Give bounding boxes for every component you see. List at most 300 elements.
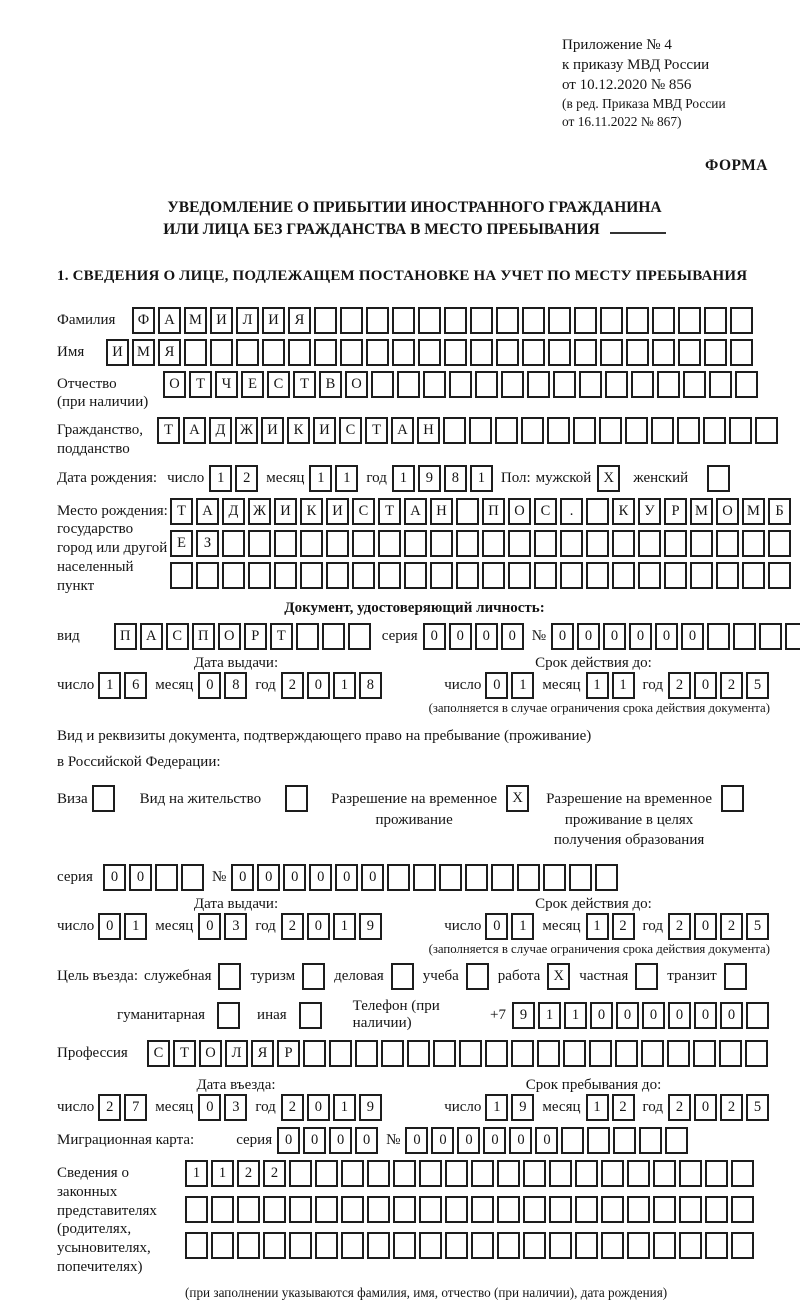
char-box[interactable]: 0 — [642, 1002, 665, 1029]
char-box[interactable] — [612, 562, 635, 589]
char-box[interactable]: 0 — [405, 1127, 428, 1154]
char-box[interactable]: М — [690, 498, 713, 525]
char-box[interactable] — [549, 1232, 572, 1259]
char-box[interactable]: 0 — [277, 1127, 300, 1154]
char-box[interactable] — [549, 1160, 572, 1187]
char-box[interactable] — [211, 1196, 234, 1223]
char-box[interactable] — [471, 1196, 494, 1223]
char-box[interactable]: 0 — [668, 1002, 691, 1029]
char-box[interactable] — [543, 864, 566, 891]
char-box[interactable]: 0 — [303, 1127, 326, 1154]
char-box[interactable] — [393, 1232, 416, 1259]
char-box[interactable] — [768, 562, 791, 589]
char-box[interactable] — [315, 1160, 338, 1187]
char-box[interactable] — [679, 1232, 702, 1259]
char-box[interactable] — [731, 1160, 754, 1187]
char-box[interactable]: 2 — [237, 1160, 260, 1187]
char-box[interactable]: К — [287, 417, 310, 444]
char-box[interactable] — [185, 1196, 208, 1223]
char-box[interactable] — [300, 562, 323, 589]
purpose-other-checkbox[interactable] — [299, 1002, 322, 1029]
char-box[interactable]: Я — [158, 339, 181, 366]
char-box[interactable] — [465, 864, 488, 891]
char-box[interactable] — [653, 1160, 676, 1187]
char-box[interactable] — [366, 339, 389, 366]
char-box[interactable] — [501, 371, 524, 398]
purpose-business-checkbox[interactable] — [391, 963, 414, 990]
char-box[interactable] — [626, 307, 649, 334]
char-box[interactable] — [397, 371, 420, 398]
char-box[interactable]: 2 — [720, 1094, 743, 1121]
char-box[interactable]: А — [391, 417, 414, 444]
char-box[interactable] — [730, 339, 753, 366]
char-box[interactable]: М — [132, 339, 155, 366]
char-box[interactable] — [470, 339, 493, 366]
char-box[interactable]: С — [166, 623, 189, 650]
char-box[interactable]: 0 — [307, 913, 330, 940]
char-box[interactable]: Ф — [132, 307, 155, 334]
char-box[interactable]: Т — [293, 371, 316, 398]
char-box[interactable] — [678, 339, 701, 366]
char-box[interactable]: С — [534, 498, 557, 525]
char-box[interactable]: Т — [189, 371, 212, 398]
char-box[interactable]: И — [261, 417, 284, 444]
char-box[interactable] — [296, 623, 319, 650]
char-box[interactable] — [340, 339, 363, 366]
visa-checkbox[interactable] — [92, 785, 115, 812]
char-box[interactable] — [508, 530, 531, 557]
char-box[interactable]: 0 — [483, 1127, 506, 1154]
char-box[interactable] — [289, 1160, 312, 1187]
char-box[interactable] — [497, 1232, 520, 1259]
char-box[interactable] — [404, 530, 427, 557]
char-box[interactable] — [599, 417, 622, 444]
char-box[interactable] — [678, 307, 701, 334]
char-box[interactable] — [548, 307, 571, 334]
char-box[interactable] — [366, 307, 389, 334]
char-box[interactable]: О — [508, 498, 531, 525]
char-box[interactable] — [444, 339, 467, 366]
char-box[interactable]: 9 — [511, 1094, 534, 1121]
char-box[interactable] — [418, 339, 441, 366]
char-box[interactable]: В — [319, 371, 342, 398]
char-box[interactable] — [496, 339, 519, 366]
char-box[interactable]: М — [184, 307, 207, 334]
char-box[interactable] — [638, 562, 661, 589]
char-box[interactable]: 0 — [694, 672, 717, 699]
char-box[interactable] — [443, 417, 466, 444]
char-box[interactable]: 0 — [198, 672, 221, 699]
char-box[interactable]: 9 — [359, 913, 382, 940]
char-box[interactable] — [693, 1040, 716, 1067]
char-box[interactable] — [569, 864, 592, 891]
char-box[interactable] — [612, 530, 635, 557]
char-box[interactable]: 0 — [590, 1002, 613, 1029]
char-box[interactable] — [248, 530, 271, 557]
char-box[interactable] — [745, 1040, 768, 1067]
char-box[interactable]: 2 — [263, 1160, 286, 1187]
char-box[interactable] — [314, 307, 337, 334]
char-box[interactable]: 1 — [586, 913, 609, 940]
char-box[interactable] — [560, 530, 583, 557]
temp-permit-checkbox[interactable]: X — [506, 785, 529, 812]
char-box[interactable]: 8 — [359, 672, 382, 699]
char-box[interactable] — [445, 1160, 468, 1187]
char-box[interactable] — [613, 1127, 636, 1154]
char-box[interactable]: М — [742, 498, 765, 525]
char-box[interactable] — [497, 1196, 520, 1223]
char-box[interactable] — [641, 1040, 664, 1067]
char-box[interactable] — [314, 339, 337, 366]
purpose-humanitarian-checkbox[interactable] — [217, 1002, 240, 1029]
char-box[interactable]: 0 — [307, 672, 330, 699]
char-box[interactable] — [496, 307, 519, 334]
char-box[interactable] — [709, 371, 732, 398]
char-box[interactable]: Б — [768, 498, 791, 525]
char-box[interactable] — [263, 1232, 286, 1259]
char-box[interactable] — [574, 339, 597, 366]
char-box[interactable] — [561, 1127, 584, 1154]
char-box[interactable]: 3 — [224, 1094, 247, 1121]
char-box[interactable]: 0 — [198, 1094, 221, 1121]
char-box[interactable]: 1 — [564, 1002, 587, 1029]
char-box[interactable] — [322, 623, 345, 650]
char-box[interactable]: 0 — [198, 913, 221, 940]
char-box[interactable]: 0 — [535, 1127, 558, 1154]
char-box[interactable] — [236, 339, 259, 366]
char-box[interactable] — [605, 371, 628, 398]
char-box[interactable] — [419, 1232, 442, 1259]
char-box[interactable] — [329, 1040, 352, 1067]
char-box[interactable] — [367, 1196, 390, 1223]
char-box[interactable]: Т — [270, 623, 293, 650]
char-box[interactable] — [393, 1160, 416, 1187]
char-box[interactable]: С — [147, 1040, 170, 1067]
char-box[interactable]: 0 — [335, 864, 358, 891]
char-box[interactable]: И — [313, 417, 336, 444]
char-box[interactable] — [735, 371, 758, 398]
char-box[interactable]: 0 — [98, 913, 121, 940]
char-box[interactable] — [657, 371, 680, 398]
char-box[interactable]: П — [192, 623, 215, 650]
char-box[interactable] — [716, 530, 739, 557]
char-box[interactable] — [625, 417, 648, 444]
char-box[interactable] — [185, 1232, 208, 1259]
char-box[interactable]: 0 — [355, 1127, 378, 1154]
purpose-private-checkbox[interactable] — [635, 963, 658, 990]
char-box[interactable]: А — [158, 307, 181, 334]
char-box[interactable] — [445, 1232, 468, 1259]
char-box[interactable] — [485, 1040, 508, 1067]
char-box[interactable]: А — [196, 498, 219, 525]
char-box[interactable]: Т — [378, 498, 401, 525]
char-box[interactable] — [430, 562, 453, 589]
char-box[interactable] — [731, 1232, 754, 1259]
char-box[interactable] — [652, 307, 675, 334]
char-box[interactable]: 1 — [124, 913, 147, 940]
char-box[interactable]: 0 — [509, 1127, 532, 1154]
char-box[interactable] — [547, 417, 570, 444]
char-box[interactable]: С — [352, 498, 375, 525]
char-box[interactable] — [404, 562, 427, 589]
char-box[interactable]: 0 — [329, 1127, 352, 1154]
char-box[interactable]: 0 — [361, 864, 384, 891]
char-box[interactable]: 1 — [185, 1160, 208, 1187]
char-box[interactable] — [553, 371, 576, 398]
char-box[interactable] — [653, 1196, 676, 1223]
char-box[interactable] — [274, 562, 297, 589]
char-box[interactable] — [326, 562, 349, 589]
char-box[interactable] — [315, 1196, 338, 1223]
char-box[interactable] — [475, 371, 498, 398]
char-box[interactable]: Т — [365, 417, 388, 444]
char-box[interactable] — [652, 339, 675, 366]
char-box[interactable] — [651, 417, 674, 444]
char-box[interactable]: Е — [241, 371, 264, 398]
char-box[interactable]: 5 — [746, 1094, 769, 1121]
char-box[interactable]: 0 — [423, 623, 446, 650]
char-box[interactable]: 0 — [551, 623, 574, 650]
char-box[interactable] — [586, 530, 609, 557]
char-box[interactable] — [534, 562, 557, 589]
char-box[interactable] — [419, 1196, 442, 1223]
char-box[interactable]: 0 — [231, 864, 254, 891]
char-box[interactable] — [413, 864, 436, 891]
char-box[interactable]: 2 — [612, 1094, 635, 1121]
char-box[interactable] — [170, 562, 193, 589]
char-box[interactable] — [595, 864, 618, 891]
char-box[interactable] — [341, 1232, 364, 1259]
char-box[interactable] — [371, 371, 394, 398]
char-box[interactable] — [181, 864, 204, 891]
char-box[interactable] — [575, 1160, 598, 1187]
char-box[interactable]: Д — [222, 498, 245, 525]
char-box[interactable] — [393, 1196, 416, 1223]
char-box[interactable]: 0 — [307, 1094, 330, 1121]
char-box[interactable] — [759, 623, 782, 650]
char-box[interactable]: 9 — [512, 1002, 535, 1029]
char-box[interactable]: Т — [157, 417, 180, 444]
char-box[interactable] — [690, 562, 713, 589]
char-box[interactable] — [289, 1196, 312, 1223]
char-box[interactable] — [523, 1232, 546, 1259]
char-box[interactable]: З — [196, 530, 219, 557]
char-box[interactable]: Р — [244, 623, 267, 650]
char-box[interactable] — [392, 339, 415, 366]
char-box[interactable] — [222, 562, 245, 589]
char-box[interactable] — [679, 1160, 702, 1187]
char-box[interactable] — [456, 530, 479, 557]
char-box[interactable]: П — [482, 498, 505, 525]
char-box[interactable]: С — [267, 371, 290, 398]
char-box[interactable]: 0 — [283, 864, 306, 891]
char-box[interactable] — [196, 562, 219, 589]
char-box[interactable]: О — [218, 623, 241, 650]
char-box[interactable]: 1 — [612, 672, 635, 699]
char-box[interactable] — [378, 562, 401, 589]
char-box[interactable] — [730, 307, 753, 334]
char-box[interactable] — [444, 307, 467, 334]
char-box[interactable]: 0 — [616, 1002, 639, 1029]
char-box[interactable] — [155, 864, 178, 891]
char-box[interactable]: 1 — [98, 672, 121, 699]
char-box[interactable]: 2 — [281, 1094, 304, 1121]
char-box[interactable] — [326, 530, 349, 557]
purpose-work-checkbox[interactable]: X — [547, 963, 570, 990]
char-box[interactable] — [653, 1232, 676, 1259]
char-box[interactable]: 1 — [392, 465, 415, 492]
char-box[interactable]: С — [339, 417, 362, 444]
char-box[interactable]: 0 — [694, 913, 717, 940]
char-box[interactable] — [549, 1196, 572, 1223]
char-box[interactable]: 1 — [538, 1002, 561, 1029]
char-box[interactable]: 1 — [470, 465, 493, 492]
char-box[interactable] — [631, 371, 654, 398]
char-box[interactable]: 2 — [281, 672, 304, 699]
char-box[interactable] — [664, 562, 687, 589]
char-box[interactable]: 0 — [103, 864, 126, 891]
char-box[interactable] — [704, 307, 727, 334]
char-box[interactable]: Ч — [215, 371, 238, 398]
char-box[interactable]: 2 — [235, 465, 258, 492]
char-box[interactable] — [768, 530, 791, 557]
char-box[interactable] — [742, 530, 765, 557]
char-box[interactable]: 9 — [359, 1094, 382, 1121]
char-box[interactable] — [534, 530, 557, 557]
char-box[interactable]: 0 — [129, 864, 152, 891]
char-box[interactable] — [237, 1232, 260, 1259]
char-box[interactable] — [703, 417, 726, 444]
char-box[interactable]: Я — [288, 307, 311, 334]
char-box[interactable]: 8 — [444, 465, 467, 492]
char-box[interactable]: 1 — [335, 465, 358, 492]
char-box[interactable]: П — [114, 623, 137, 650]
char-box[interactable]: О — [163, 371, 186, 398]
char-box[interactable] — [705, 1196, 728, 1223]
char-box[interactable]: 2 — [281, 913, 304, 940]
char-box[interactable]: 0 — [720, 1002, 743, 1029]
char-box[interactable]: Т — [173, 1040, 196, 1067]
char-box[interactable]: О — [345, 371, 368, 398]
char-box[interactable]: И — [106, 339, 129, 366]
char-box[interactable] — [471, 1160, 494, 1187]
char-box[interactable]: 0 — [257, 864, 280, 891]
char-box[interactable] — [667, 1040, 690, 1067]
char-box[interactable] — [755, 417, 778, 444]
char-box[interactable] — [482, 530, 505, 557]
char-box[interactable]: 0 — [577, 623, 600, 650]
residence-permit-checkbox[interactable] — [285, 785, 308, 812]
char-box[interactable] — [704, 339, 727, 366]
char-box[interactable]: 6 — [124, 672, 147, 699]
char-box[interactable]: 0 — [655, 623, 678, 650]
char-box[interactable] — [445, 1196, 468, 1223]
char-box[interactable]: 9 — [418, 465, 441, 492]
char-box[interactable] — [449, 371, 472, 398]
char-box[interactable] — [237, 1196, 260, 1223]
char-box[interactable] — [705, 1160, 728, 1187]
char-box[interactable] — [470, 307, 493, 334]
char-box[interactable]: 1 — [511, 672, 534, 699]
char-box[interactable]: 5 — [746, 913, 769, 940]
char-box[interactable] — [527, 371, 550, 398]
char-box[interactable] — [683, 371, 706, 398]
char-box[interactable] — [210, 339, 233, 366]
char-box[interactable] — [600, 307, 623, 334]
char-box[interactable]: 1 — [586, 672, 609, 699]
char-box[interactable] — [677, 417, 700, 444]
char-box[interactable]: Л — [225, 1040, 248, 1067]
char-box[interactable] — [517, 864, 540, 891]
char-box[interactable]: О — [199, 1040, 222, 1067]
char-box[interactable] — [639, 1127, 662, 1154]
female-checkbox[interactable] — [707, 465, 730, 492]
char-box[interactable]: 1 — [333, 913, 356, 940]
char-box[interactable]: У — [638, 498, 661, 525]
char-box[interactable] — [289, 1232, 312, 1259]
edu-permit-checkbox[interactable] — [721, 785, 744, 812]
char-box[interactable] — [248, 562, 271, 589]
char-box[interactable] — [575, 1232, 598, 1259]
char-box[interactable] — [511, 1040, 534, 1067]
char-box[interactable] — [407, 1040, 430, 1067]
char-box[interactable] — [459, 1040, 482, 1067]
char-box[interactable] — [497, 1160, 520, 1187]
char-box[interactable]: 2 — [668, 1094, 691, 1121]
char-box[interactable] — [392, 307, 415, 334]
char-box[interactable] — [742, 562, 765, 589]
char-box[interactable]: Ж — [248, 498, 271, 525]
char-box[interactable] — [433, 1040, 456, 1067]
char-box[interactable]: 1 — [333, 672, 356, 699]
male-checkbox[interactable]: X — [597, 465, 620, 492]
char-box[interactable]: А — [404, 498, 427, 525]
char-box[interactable] — [638, 530, 661, 557]
char-box[interactable] — [419, 1160, 442, 1187]
char-box[interactable]: Н — [417, 417, 440, 444]
char-box[interactable] — [491, 864, 514, 891]
char-box[interactable]: К — [300, 498, 323, 525]
char-box[interactable] — [785, 623, 800, 650]
char-box[interactable] — [456, 498, 479, 525]
char-box[interactable]: Ж — [235, 417, 258, 444]
char-box[interactable] — [586, 498, 609, 525]
char-box[interactable]: 8 — [224, 672, 247, 699]
char-box[interactable]: 1 — [211, 1160, 234, 1187]
char-box[interactable] — [719, 1040, 742, 1067]
char-box[interactable]: 1 — [485, 1094, 508, 1121]
char-box[interactable]: 2 — [612, 913, 635, 940]
char-box[interactable]: 1 — [309, 465, 332, 492]
char-box[interactable]: А — [140, 623, 163, 650]
char-box[interactable] — [456, 562, 479, 589]
char-box[interactable] — [523, 1160, 546, 1187]
char-box[interactable] — [367, 1232, 390, 1259]
char-box[interactable] — [563, 1040, 586, 1067]
char-box[interactable] — [690, 530, 713, 557]
char-box[interactable] — [575, 1196, 598, 1223]
char-box[interactable]: 0 — [694, 1002, 717, 1029]
char-box[interactable] — [664, 530, 687, 557]
char-box[interactable] — [548, 339, 571, 366]
char-box[interactable]: Д — [209, 417, 232, 444]
char-box[interactable] — [300, 530, 323, 557]
char-box[interactable]: Т — [170, 498, 193, 525]
purpose-official-checkbox[interactable] — [218, 963, 241, 990]
char-box[interactable] — [262, 339, 285, 366]
char-box[interactable] — [381, 1040, 404, 1067]
char-box[interactable]: 5 — [746, 672, 769, 699]
